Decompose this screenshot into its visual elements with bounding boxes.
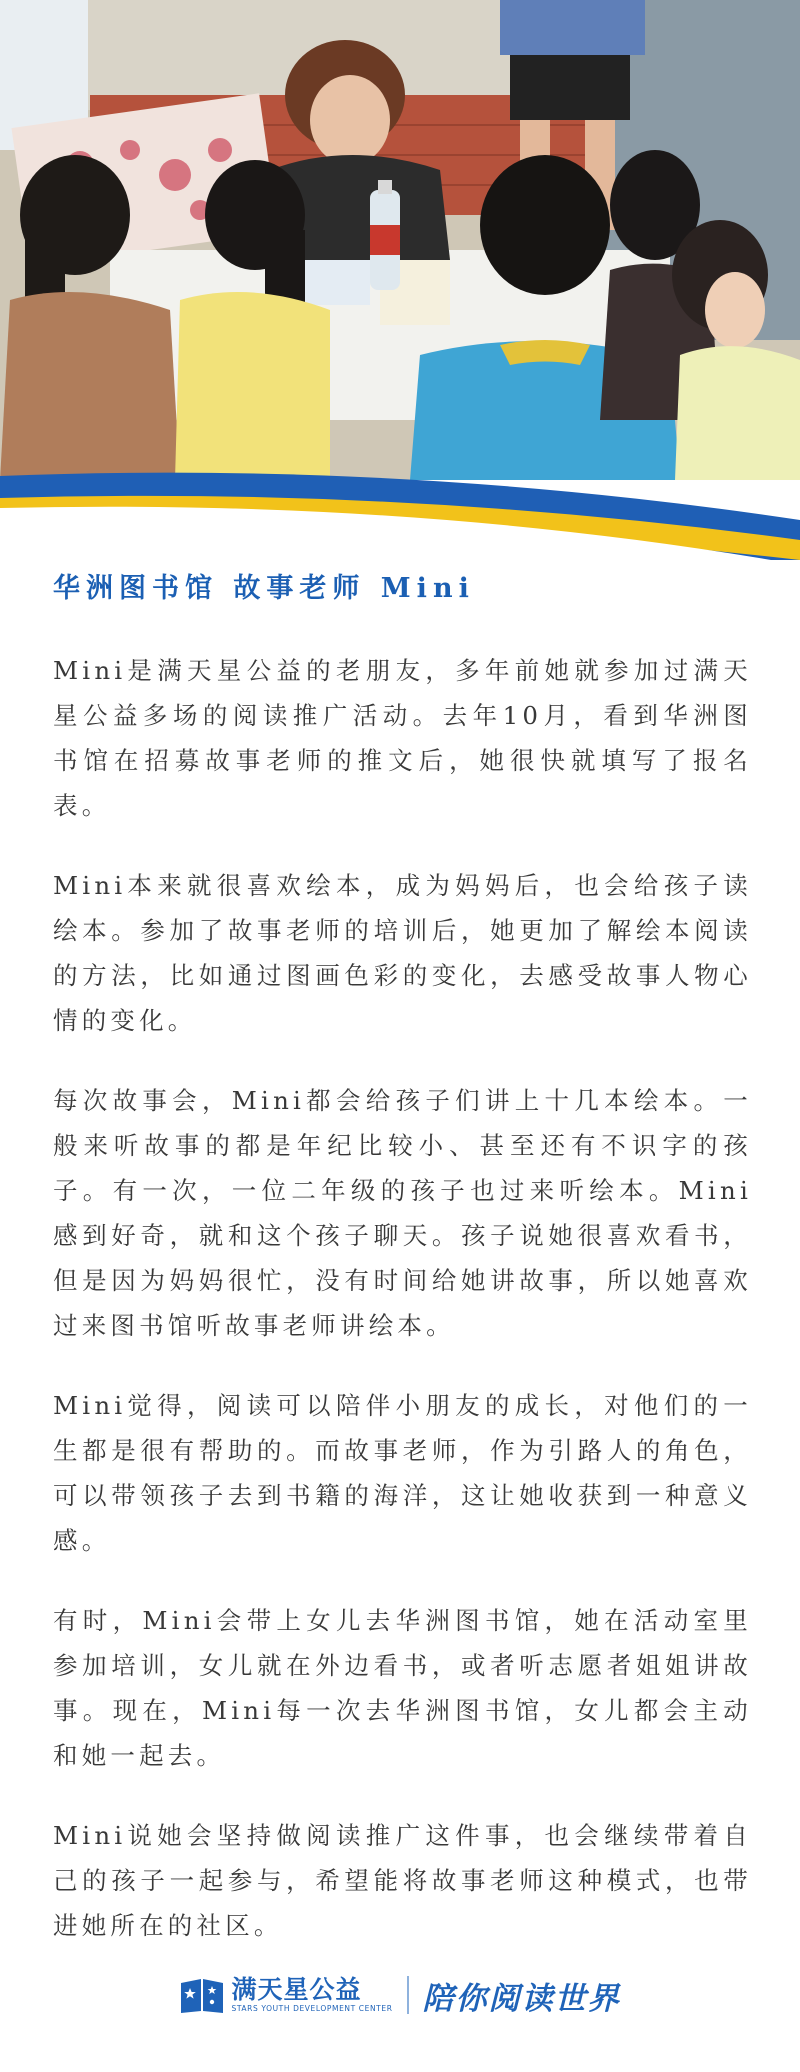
org-english-name: STARS YOUTH DEVELOPMENT CENTER xyxy=(231,2004,393,2013)
article-body xyxy=(53,648,752,1983)
footer-brand xyxy=(0,1960,800,2030)
article-paragraph: Mini说她会坚持做阅读推广这件事，也会继续带着自己的孩子一起参与，希望能将故事老师这种模式，也带进她所在的社区。 xyxy=(53,1821,752,1940)
article-paragraph: 有时，Mini会带上女儿去华洲图书馆，她在活动室里参加培训，女儿就在外边看书，或者听志愿者姐姐讲故事。现在，Mini每一次去华洲图书馆，女儿都会主动和她一起去。 xyxy=(53,1606,752,1770)
slogan: 陪你阅读世界 xyxy=(422,1980,621,2017)
article-paragraph: Mini本来就很喜欢绘本，成为妈妈后，也会给孩子读绘本。参加了故事老师的培训后，她更加了解绘本阅读的方法，比如通过图画色彩的变化，去感受故事人物心情的变化。 xyxy=(53,871,752,1035)
footer-divider xyxy=(407,1976,409,2014)
article-paragraph: Mini是满天星公益的老朋友，多年前她就参加过满天星公益多场的阅读推广活动。去年10月，看到华洲图书馆在招募故事老师的推文后，她很快就填写了报名表。 xyxy=(53,656,752,820)
book-stars-logo-icon xyxy=(179,1975,225,2015)
article-paragraph: Mini觉得，阅读可以陪伴小朋友的成长，对他们的一生都是很有帮助的。而故事老师，作为引路人的角色，可以带领孩子去到书籍的海洋，这让她收获到一种意义感。 xyxy=(53,1391,752,1555)
article-paragraph: 每次故事会，Mini都会给孩子们讲上十几本绘本。一般来听故事的都是年纪比较小、甚至还有不识字的孩子。有一次，一位二年级的孩子也过来听绘本。Mini感到好奇，就和这个孩子聊天。孩子说她很喜欢看书，但是因为妈妈很忙，没有时间给她讲故事，所以她喜欢过来图书馆听故事老师讲绘本。 xyxy=(53,1086,752,1340)
org-name: 满天星公益 xyxy=(231,1975,362,2004)
org-logo-text xyxy=(231,1976,392,2014)
hero-photo xyxy=(0,0,800,560)
article-heading: 华洲图书馆 故事老师 Mini xyxy=(53,573,475,604)
